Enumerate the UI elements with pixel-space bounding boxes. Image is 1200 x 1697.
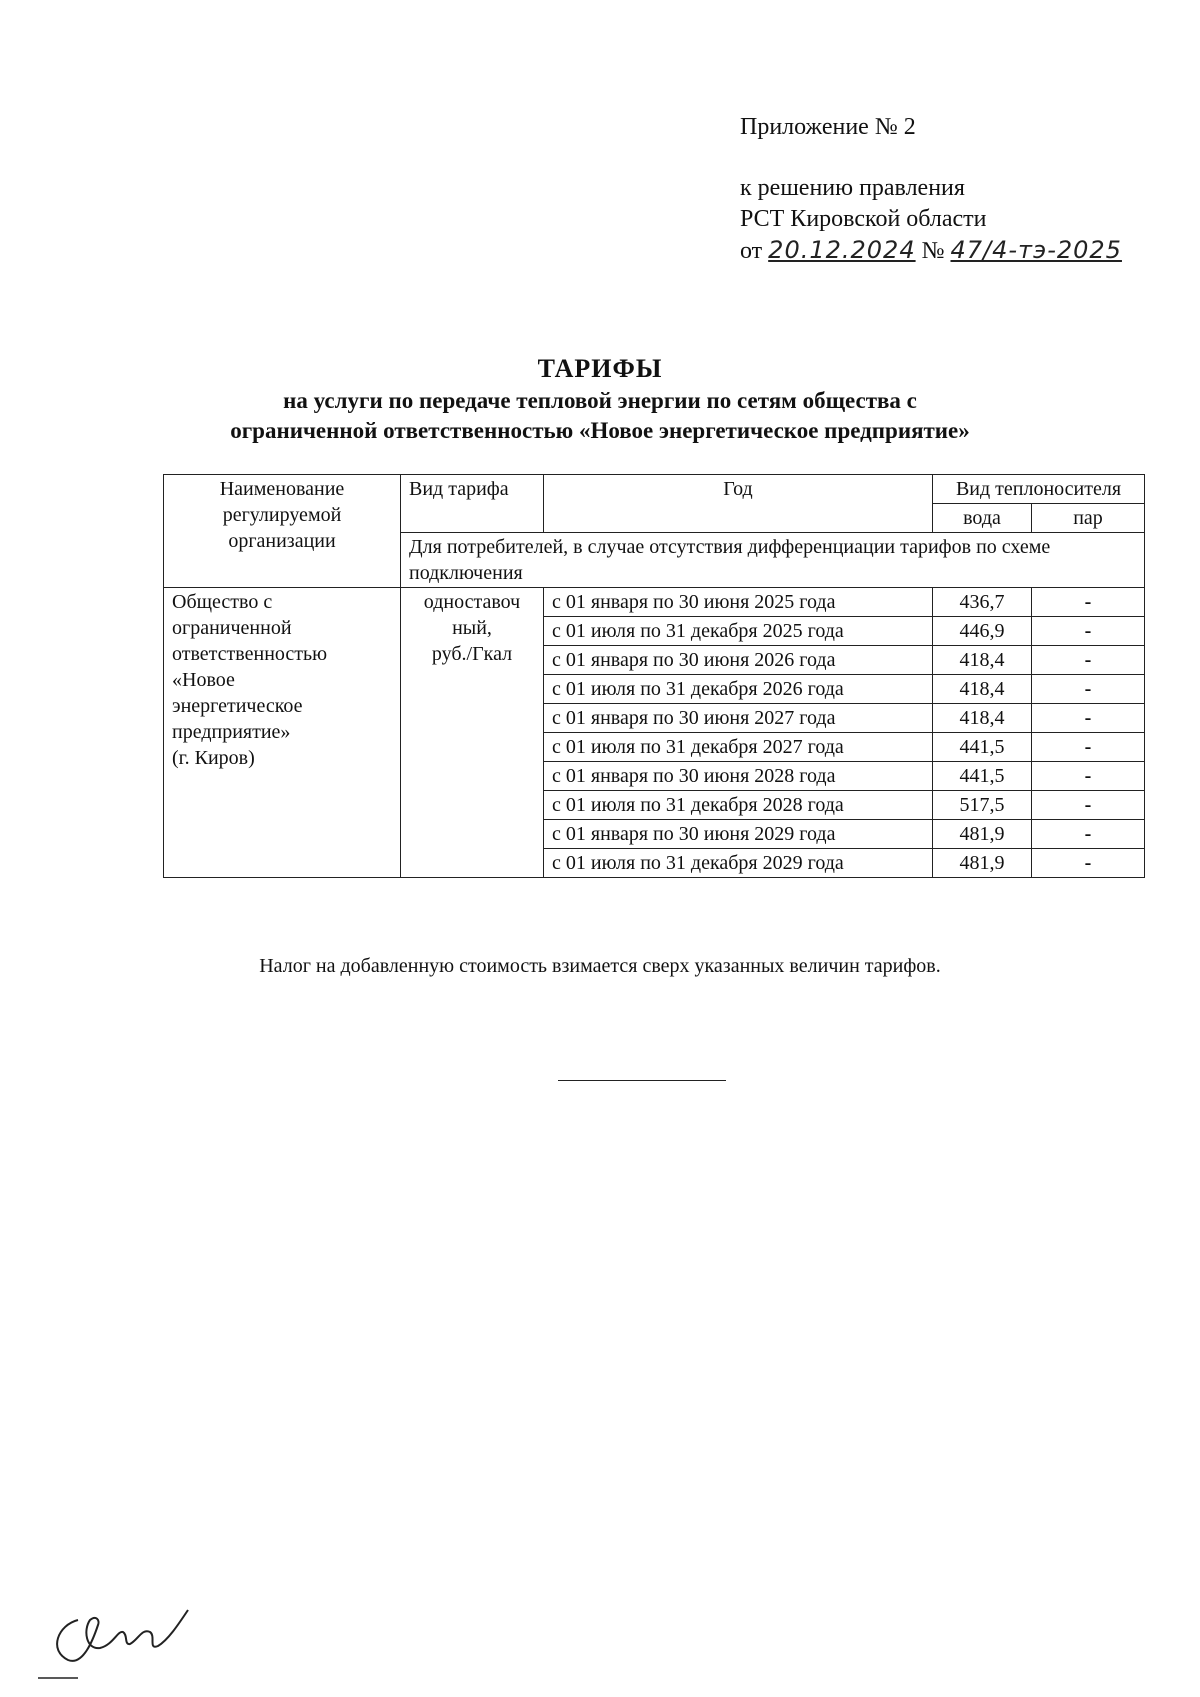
signature: [38, 1590, 198, 1680]
water-tariff-cell: 481,9: [933, 849, 1032, 878]
header-water: вода: [933, 504, 1032, 533]
water-tariff-cell: 418,4: [933, 646, 1032, 675]
organization-line: (г. Киров): [172, 747, 255, 769]
decision-number: 47/4-тэ-2025: [950, 236, 1122, 264]
table-row: [164, 588, 1145, 617]
tariff-type-line: руб./Гкал: [431, 643, 513, 665]
tariff-type-line: одноставоч: [423, 591, 521, 613]
decision-line-1: к решению правления: [740, 175, 965, 201]
period-cell: с 01 января по 30 июня 2028 года: [544, 762, 933, 791]
steam-tariff-cell: -: [1032, 762, 1145, 791]
number-prefix: №: [921, 238, 945, 264]
organization-line: энергетическое: [172, 695, 303, 717]
steam-tariff-cell: -: [1032, 675, 1145, 704]
tariffs-table: [163, 474, 1145, 878]
decision-date-line: [740, 235, 1122, 267]
steam-tariff-cell: -: [1032, 617, 1145, 646]
water-tariff-cell: 418,4: [933, 675, 1032, 704]
water-tariff-cell: 441,5: [933, 733, 1032, 762]
organization-line: ответственностью: [172, 643, 328, 665]
steam-tariff-cell: -: [1032, 791, 1145, 820]
period-cell: с 01 января по 30 июня 2027 года: [544, 704, 933, 733]
appendix-number: Приложение № 2: [740, 114, 916, 140]
document-title: [0, 352, 1200, 446]
water-tariff-cell: 441,5: [933, 762, 1032, 791]
tariff-type: [401, 588, 544, 878]
organization-line: «Новое: [172, 669, 235, 691]
organization-name: [164, 588, 401, 878]
organization-line: ограниченной: [172, 617, 292, 639]
steam-tariff-cell: -: [1032, 849, 1145, 878]
decision-date: 20.12.2024: [768, 236, 916, 264]
organization-line: Общество с: [172, 591, 273, 613]
appendix-block: [740, 112, 1122, 267]
period-cell: с 01 июля по 31 декабря 2025 года: [544, 617, 933, 646]
period-cell: с 01 июля по 31 декабря 2028 года: [544, 791, 933, 820]
header-org: Наименование регулируемой организации: [164, 475, 401, 588]
decision-line-2: РСТ Кировской области: [740, 206, 987, 232]
header-year: Год: [544, 475, 933, 533]
water-tariff-cell: 517,5: [933, 791, 1032, 820]
steam-tariff-cell: -: [1032, 733, 1145, 762]
period-cell: с 01 января по 30 июня 2025 года: [544, 588, 933, 617]
header-row: [164, 475, 1145, 504]
water-tariff-cell: 436,7: [933, 588, 1032, 617]
period-cell: с 01 июля по 31 декабря 2027 года: [544, 733, 933, 762]
period-cell: с 01 июля по 31 декабря 2029 года: [544, 849, 933, 878]
title-main: ТАРИФЫ: [537, 354, 663, 383]
tariff-type-line: ный,: [452, 617, 492, 639]
steam-tariff-cell: -: [1032, 588, 1145, 617]
header-carrier: Вид теплоносителя: [933, 475, 1145, 504]
header-tariff-type: Вид тарифа: [401, 475, 544, 533]
consumer-note: Для потребителей, в случае отсутствия дифференциации тарифов по схеме подключения: [401, 533, 1145, 588]
steam-tariff-cell: -: [1032, 820, 1145, 849]
period-cell: с 01 июля по 31 декабря 2026 года: [544, 675, 933, 704]
title-subtitle-2: ограниченной ответственностью «Новое энергетическое предприятие»: [230, 418, 970, 443]
period-cell: с 01 января по 30 июня 2026 года: [544, 646, 933, 675]
closing-rule: [558, 1080, 726, 1081]
header-steam: пар: [1032, 504, 1145, 533]
steam-tariff-cell: -: [1032, 646, 1145, 675]
steam-tariff-cell: -: [1032, 704, 1145, 733]
water-tariff-cell: 418,4: [933, 704, 1032, 733]
title-subtitle-1: на услуги по передаче тепловой энергии по сетям общества с: [283, 388, 917, 413]
organization-line: предприятие»: [172, 721, 291, 743]
date-prefix: от: [740, 238, 763, 264]
water-tariff-cell: 481,9: [933, 820, 1032, 849]
water-tariff-cell: 446,9: [933, 617, 1032, 646]
vat-footnote: Налог на добавленную стоимость взимается сверх указанных величин тарифов.: [259, 955, 941, 977]
period-cell: с 01 января по 30 июня 2029 года: [544, 820, 933, 849]
spacer: [740, 143, 1122, 173]
